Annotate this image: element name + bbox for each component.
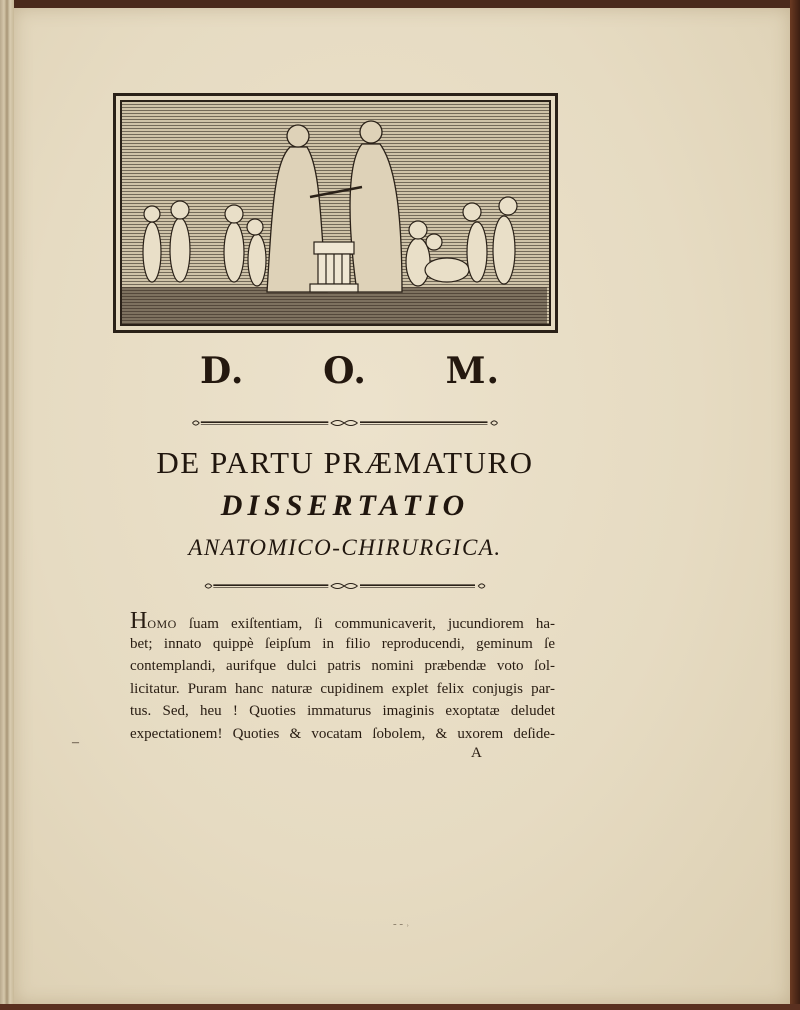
- dom-letter-d: D.: [200, 350, 245, 392]
- body-line-1: [130, 610, 555, 633]
- first-word-small-caps: OMO: [147, 617, 177, 631]
- ornamental-rule-top: [160, 418, 530, 428]
- body-line-4: licitatur. Puram hanc naturæ cupidinem explet felix conjugis par-: [130, 680, 555, 697]
- body-line-2: bet; innato quippè ſeipſum in filio reproducendi, geminum ſe: [130, 635, 555, 652]
- ornamental-rule-bottom: [175, 581, 515, 591]
- body-paragraph: [130, 610, 555, 745]
- stray-mark: –: [72, 735, 79, 750]
- stray-mark: - - ˒: [393, 918, 410, 930]
- title-line-1: DE PARTU PRÆMATURO: [156, 445, 534, 480]
- engraving-icon: [120, 100, 551, 326]
- drop-cap: H: [130, 608, 148, 634]
- body-line-6: expectationem! Quoties & vocatam ſobolem, & uxorem deſide-: [130, 725, 555, 742]
- dom-heading: [200, 350, 500, 392]
- page-edge-bottom: [0, 1004, 800, 1010]
- signature-mark: A: [471, 745, 482, 761]
- title-line-3: ANATOMICO-CHIRURGICA.: [188, 535, 502, 560]
- page-edge: [790, 0, 800, 1010]
- body-line-3: contemplandi, aurifque dulci patris nomini præbendæ voto ſol-: [130, 658, 555, 674]
- dom-letter-m: M.: [445, 350, 500, 392]
- body-line-5: tus. Sed, heu ! Quoties immaturus imaginis exoptatæ deludet: [130, 703, 555, 719]
- dom-letter-o: O.: [323, 350, 367, 392]
- book-spine: [0, 0, 14, 1010]
- title-line-2: DISSERTATIO: [220, 489, 470, 522]
- engraved-vignette: [113, 93, 558, 333]
- body-line-1-text: ſuam exiſtentiam, ſi communicaverit, jucundiorem ha-: [176, 616, 555, 632]
